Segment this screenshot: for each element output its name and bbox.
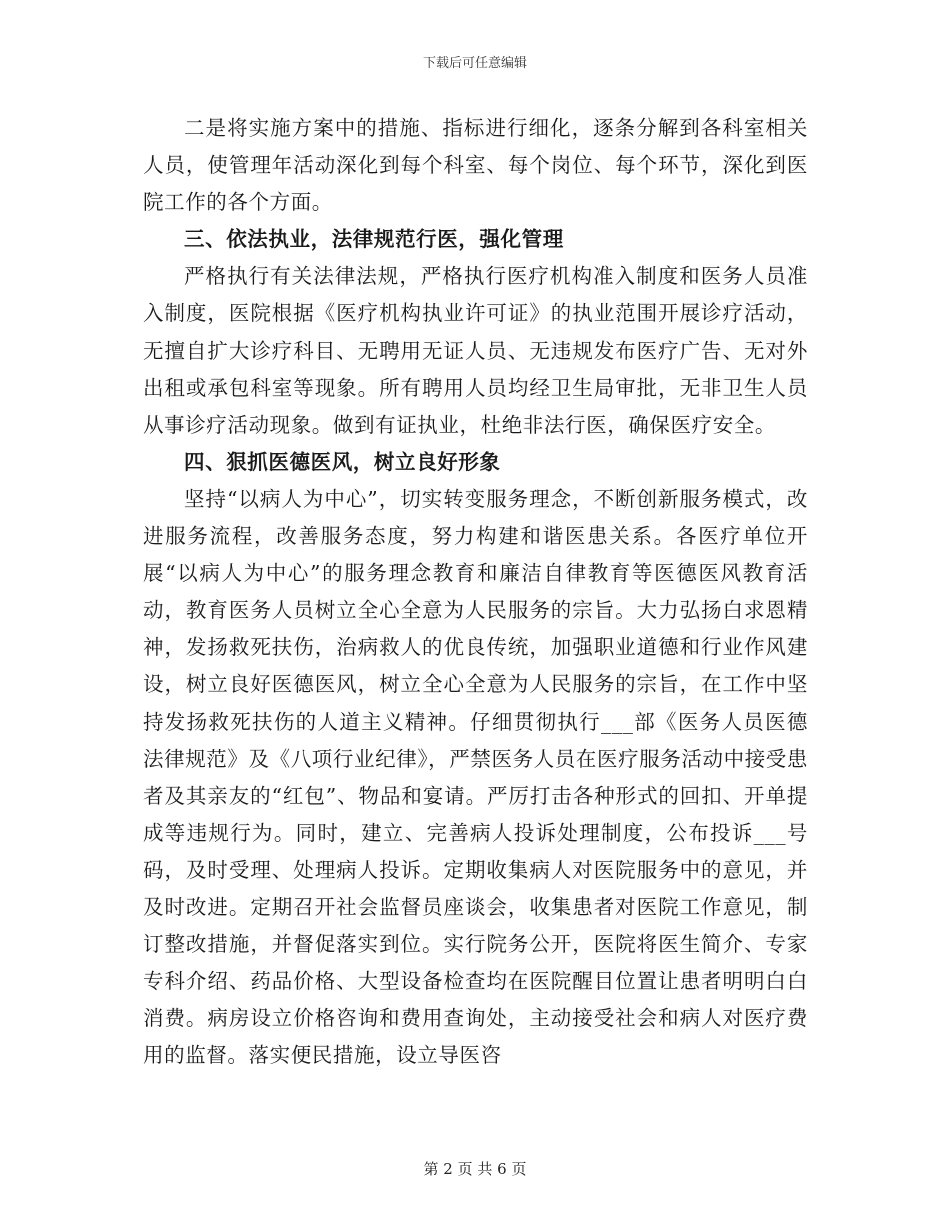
section-heading-4: 四、狠抓医德医风，树立良好形象 <box>184 449 501 474</box>
section-heading-3: 三、依法执业，法律规范行医，强化管理 <box>184 227 564 252</box>
page-footer: 第 2 页 共 6 页 <box>423 1160 527 1178</box>
page-header: 下载后可任意编辑 <box>422 56 527 71</box>
paragraph-refinement: 二是将实施方案中的措施、指标进行细化，逐条分解到各科室相关人员，使管理年活动深化到每个科室、每个岗位、每个环节，深化到医院工作的各个方面。 <box>143 116 808 215</box>
document-body <box>143 110 808 1074</box>
paragraph-legal-practice: 严格执行有关法律法规，严格执行医疗机构准入制度和医务人员准入制度，医院根据《医疗机构执业许可证》的执业范围开展诊疗活动，无擅自扩大诊疗科目、无聘用无证人员、无违规发布医疗广告、无对外出租或承包科室等现象。所有聘用人员均经卫生局审批，无非卫生人员从事诊疗活动现象。做到有证执业，杜绝非法行医，确保医疗安全。 <box>143 264 808 437</box>
paragraph-medical-ethics: 坚持“以病人为中心”，切实转变服务理念，不断创新服务模式，改进服务流程，改善服务态度，努力构建和谐医患关系。各医疗单位开展“以病人为中心”的服务理念教育和廉洁自律教育等医德医风教育活动，教育医务人员树立全心全意为人民服务的宗旨。大力弘扬白求恩精神，发扬救死扶伤，治病救人的优良传统，加强职业道德和行业作风建设，树立良好医德医风，树立全心全意为人民服务的宗旨，在工作中坚持发扬救死扶伤的人道主义精神。仔细贯彻执行___部《医务人员医德法律规范》及《八项行业纪律》，严禁医务人员在医疗服务活动中接受患者及其亲友的“红包”、物品和宴请。严厉打击各种形式的回扣、开单提成等违规行为。同时，建立、完善病人投诉处理制度，公布投诉___号码，及时受理、处理病人投诉。定期收集病人对医院服务中的意见，并及时改进。定期召开社会监督员座谈会，收集患者对医院工作意见，制订整改措施，并督促落实到位。实行院务公开，医院将医生简介、专家专科介绍、药品价格、大型设备检查均在医院醒目位置让患者明明白白消费。病房设立价格咨询和费用查询处，主动接受社会和病人对医疗费用的监督。落实便民措施，设立导医咨 <box>143 486 808 1068</box>
